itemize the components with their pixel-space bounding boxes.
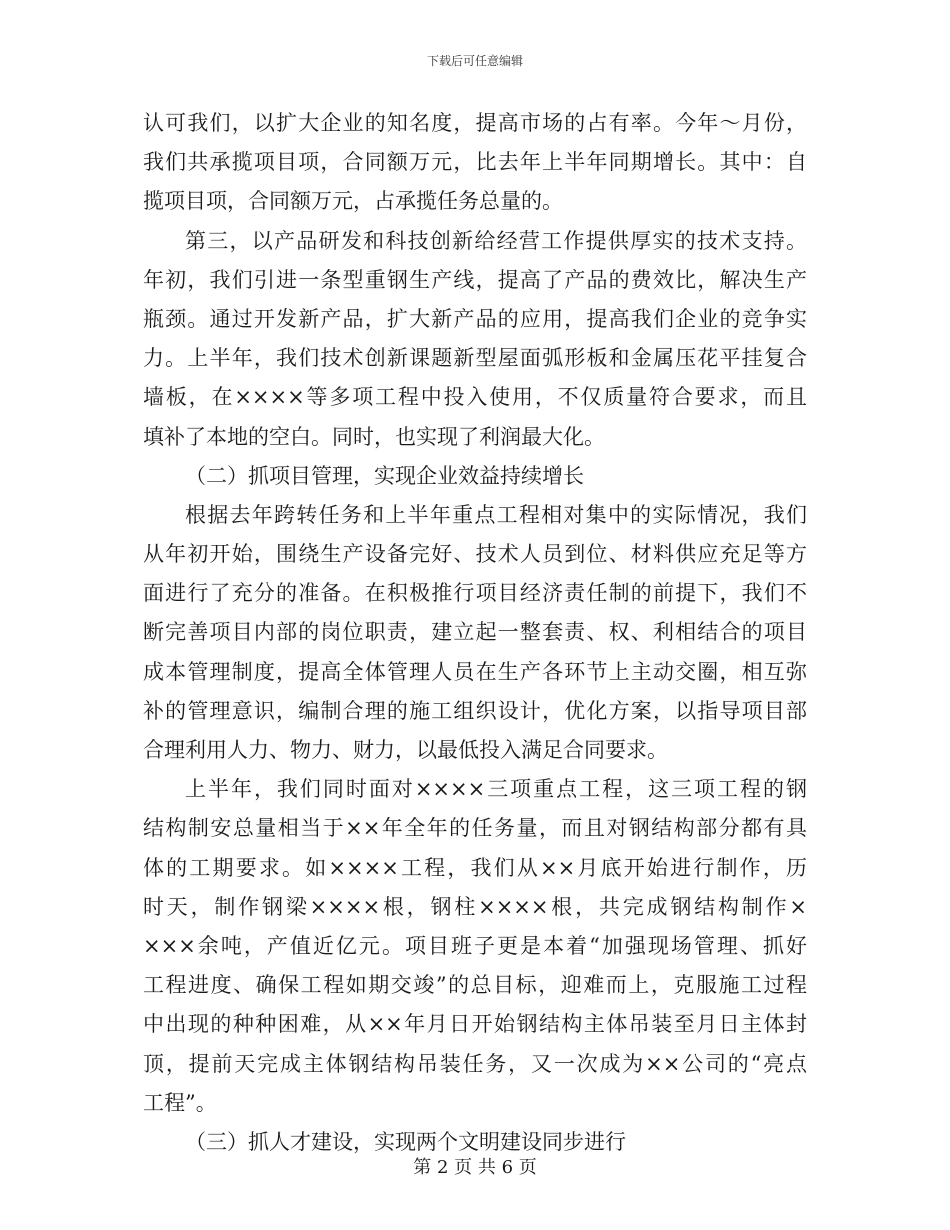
text-line: 体的工期要求。如××××工程，我们从××月底开始进行制作，历 bbox=[143, 855, 807, 880]
text-line: 成本管理制度，提高全体管理人员在生产各环节上主动交圈，相互弥 bbox=[143, 659, 807, 684]
text-line: 我们共承揽项目项，合同额万元，比去年上半年同期增长。其中：自 bbox=[143, 150, 807, 175]
text-line: 面进行了充分的准备。在积极推行项目经济责任制的前提下，我们不 bbox=[143, 581, 807, 606]
text-line: 中出现的种种困难，从××年月日开始钢结构主体吊装至月日主体封 bbox=[143, 1012, 807, 1037]
paragraph bbox=[143, 496, 807, 770]
text-line: 揽项目项，合同额万元，占承揽任务总量的。 bbox=[143, 189, 563, 214]
text-line: 断完善项目内部的岗位职责，建立起一整套责、权、利相结合的项目 bbox=[143, 620, 807, 645]
text-line: 合理利用人力、物力、财力，以最低投入满足合同要求。 bbox=[143, 738, 668, 762]
document-body bbox=[143, 104, 807, 1162]
paragraph bbox=[143, 222, 807, 457]
section-heading: （三）抓人才建设，实现两个文明建设同步进行 bbox=[185, 1129, 626, 1154]
text-line: 力。上半年，我们技术创新课题新型屋面弧形板和金属压花平挂复合 bbox=[143, 346, 807, 371]
text-line: 上半年，我们同时面对××××三项重点工程，这三项工程的钢 bbox=[185, 777, 807, 802]
paragraph bbox=[143, 770, 807, 1123]
paragraph bbox=[143, 104, 807, 222]
page-header: 下载后可任意编辑 bbox=[426, 54, 523, 68]
text-line: 工程”。 bbox=[143, 1090, 217, 1115]
text-line: 年初，我们引进一条型重钢生产线，提高了产品的费效比，解决生产 bbox=[143, 267, 807, 292]
section-heading: （二）抓项目管理，实现企业效益持续增长 bbox=[185, 463, 584, 488]
text-line: 结构制安总量相当于××年全年的任务量，而且对钢结构部分都有具 bbox=[143, 816, 807, 841]
page-number: 第 2 页 共 6 页 bbox=[413, 1157, 537, 1178]
text-line: 工程进度、确保工程如期交竣”的总目标，迎难而上，克服施工过程 bbox=[143, 973, 807, 998]
text-line: ×××余吨，产值近亿元。项目班子更是本着“加强现场管理、抓好 bbox=[143, 933, 807, 958]
text-line: 瓶颈。通过开发新产品，扩大新产品的应用，提高我们企业的竞争实 bbox=[143, 306, 807, 331]
text-line: 顶，提前天完成主体钢结构吊装任务，又一次成为××公司的“亮点 bbox=[143, 1051, 807, 1076]
text-line: 墙板，在××××等多项工程中投入使用，不仅质量符合要求，而且 bbox=[143, 385, 807, 410]
text-line: 第三，以产品研发和科技创新给经营工作提供厚实的技术支持。 bbox=[185, 228, 807, 253]
text-line: 时天，制作钢梁××××根，钢柱××××根，共完成钢结构制作× bbox=[143, 894, 807, 919]
text-line: 填补了本地的空白。同时，也实现了利润最大化。 bbox=[143, 424, 605, 449]
text-line: 补的管理意识，编制合理的施工组织设计，优化方案，以指导项目部 bbox=[143, 698, 807, 723]
text-line: 从年初开始，围绕生产设备完好、技术人员到位、材料供应充足等方 bbox=[143, 542, 807, 567]
text-line: 根据去年跨转任务和上半年重点工程相对集中的实际情况，我们 bbox=[185, 502, 807, 527]
text-line: 认可我们，以扩大企业的知名度，提高市场的占有率。今年～月份， bbox=[143, 111, 807, 135]
